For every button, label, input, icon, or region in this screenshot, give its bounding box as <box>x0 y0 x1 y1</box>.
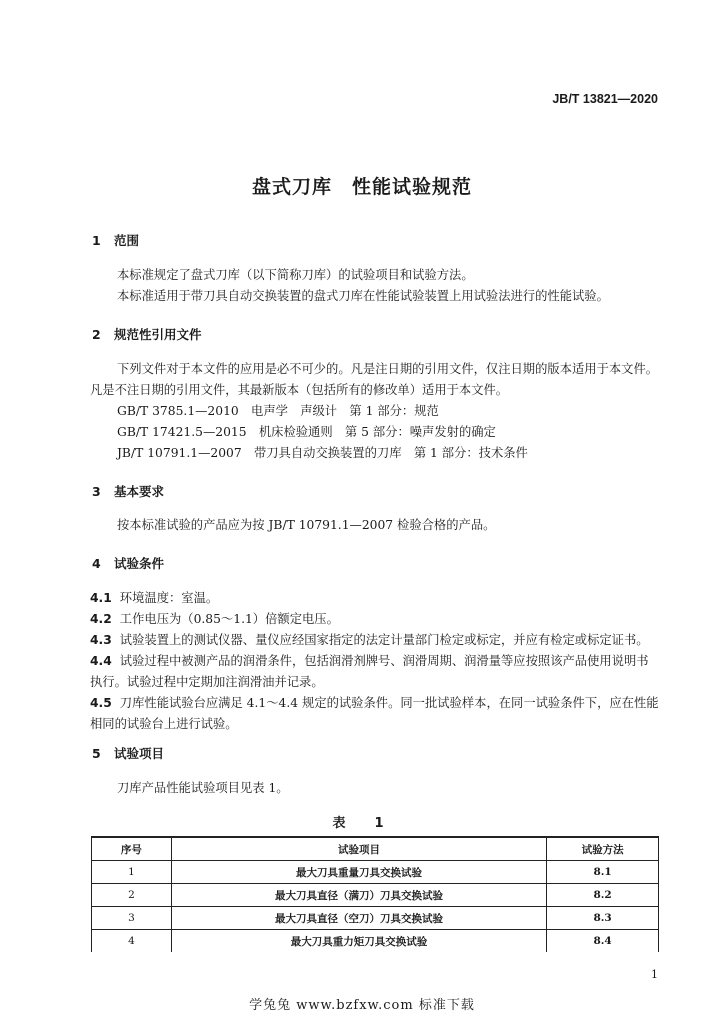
clause-4-2 <box>90 609 660 630</box>
clause-text: 环境温度：室温。 <box>119 591 219 605</box>
table-row <box>92 930 659 953</box>
scope-paragraph-1: 本标准规定了盘式刀库（以下简称刀库）的试验项目和试验方法。 <box>117 268 474 282</box>
section-title: 范围 <box>114 233 140 248</box>
clause-number: 4.5 <box>90 696 112 710</box>
clause-number: 4.1 <box>90 591 112 605</box>
site-footer: 学兔兔 www.bzfxw.com 标准下载 <box>249 998 475 1013</box>
table-caption: 表 1 <box>332 816 392 831</box>
section-title: 基本要求 <box>114 484 165 499</box>
reference-item-2: GB/T 17421.5—2015 机床检验通则 第 5 部分：噪声发射的确定 <box>117 425 496 439</box>
items-paragraph: 刀库产品性能试验项目见表 1。 <box>117 781 289 795</box>
section-number: 4 <box>92 556 101 571</box>
table-cell-no: 3 <box>92 907 172 930</box>
clause-4-1 <box>90 588 660 609</box>
table-row <box>92 884 659 907</box>
section-heading-5 <box>92 744 164 762</box>
section-heading-2 <box>92 325 202 343</box>
section-title: 试验项目 <box>114 746 165 761</box>
section-heading-3 <box>92 482 164 500</box>
table-header-cell: 试验方法 <box>547 837 659 861</box>
scope-paragraph-2: 本标准适用于带刀具自动交换装置的盘式刀库在性能试验装置上用试验法进行的性能试验。 <box>117 289 609 303</box>
clause-text: 试验过程中被测产品的润滑条件，包括润滑剂牌号、润滑周期、润滑量等应按照该产品使用说明书执行。试验过程中定期加注润滑油并记录。 <box>90 654 649 689</box>
table-cell-method: 8.4 <box>547 930 659 953</box>
table-header-cell: 试验项目 <box>171 837 546 861</box>
table-cell-no: 1 <box>92 861 172 884</box>
page-number: 1 <box>651 968 658 981</box>
table-header-row <box>92 837 659 861</box>
standard-number: JB/T 13821—2020 <box>552 92 658 106</box>
reference-item-1: GB/T 3785.1—2010 电声学 声级计 第 1 部分：规范 <box>117 404 439 418</box>
clause-text: 试验装置上的测试仪器、量仪应经国家指定的法定计量部门检定或标定，并应有检定或标定证书。 <box>119 633 649 647</box>
table-row <box>92 907 659 930</box>
table-cell-method: 8.3 <box>547 907 659 930</box>
basic-paragraph: 按本标准试验的产品应为按 JB/T 10791.1—2007 检验合格的产品。 <box>117 518 496 532</box>
table-cell-item: 最大刀具直径（满刀）刀具交换试验 <box>171 884 546 907</box>
section-number: 2 <box>92 327 101 342</box>
clause-number: 4.4 <box>90 654 112 668</box>
table-cell-item: 最大刀具重力矩刀具交换试验 <box>171 930 546 953</box>
table-row <box>92 861 659 884</box>
clause-4-4 <box>90 651 660 693</box>
clause-4-3 <box>90 630 660 651</box>
test-items-table <box>91 836 659 952</box>
table-cell-no: 2 <box>92 884 172 907</box>
section-title: 规范性引用文件 <box>114 327 202 342</box>
table-cell-method: 8.2 <box>547 884 659 907</box>
clause-number: 4.3 <box>90 633 112 647</box>
section-number: 3 <box>92 484 101 499</box>
clause-text: 刀库性能试验台应满足 4.1～4.4 规定的试验条件。同一批试验样本，在同一试验条件下，应在性能相同的试验台上进行试验。 <box>90 696 659 731</box>
clause-text: 工作电压为（0.85～1.1）倍额定电压。 <box>119 612 339 626</box>
clause-number: 4.2 <box>90 612 112 626</box>
table-cell-item: 最大刀具直径（空刀）刀具交换试验 <box>171 907 546 930</box>
section-heading-1 <box>92 231 139 249</box>
section-number: 1 <box>92 233 101 248</box>
document-title: 盘式刀库 性能试验规范 <box>251 176 472 198</box>
references-intro: 下列文件对于本文件的应用是必不可少的。凡是注日期的引用文件，仅注日期的版本适用于本文件。凡是不注日期的引用文件，其最新版本（包括所有的修改单）适用于本文件。 <box>90 362 659 397</box>
table-cell-no: 4 <box>92 930 172 953</box>
section-title: 试验条件 <box>114 556 165 571</box>
section-heading-4 <box>92 554 164 572</box>
clause-4-5 <box>90 693 660 735</box>
reference-item-3: JB/T 10791.1—2007 带刀具自动交换装置的刀库 第 1 部分：技术条件 <box>117 446 528 460</box>
table-cell-method: 8.1 <box>547 861 659 884</box>
section-number: 5 <box>92 746 101 761</box>
table-cell-item: 最大刀具重量刀具交换试验 <box>171 861 546 884</box>
table-header-cell: 序号 <box>92 837 172 861</box>
